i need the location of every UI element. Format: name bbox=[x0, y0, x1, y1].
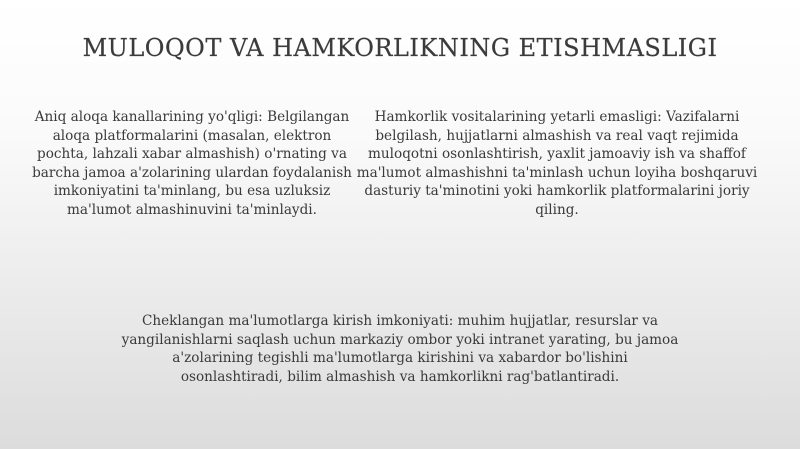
paragraph-clear-communication-channels: Aniq aloqa kanallarining yo'qligi: Belgilangan aloqa platformalarini (masalan, elektron pochta, lahzali xabar almashish) o'rnating va barcha jamoa a'zolarining ulardan foydalanish imkoniyatini ta'minlang, bu esa uzluksiz ma'lumot almashinuvini ta'minlaydi. bbox=[32, 109, 352, 218]
paragraph-limited-information-access: Cheklangan ma'lumotlarga kirish imkoniyati: muhim hujjatlar, resurslar va yangilanishlarni saqlash uchun markaziy ombor yoki intranet yarating, bu jamoa a'zolarining tegishli ma'lumotlarga kirishini va xabardor bo'lishini osonlashtiradi, bilim almashish va hamkorlikni rag'batlantiradi. bbox=[121, 313, 679, 385]
slide-title: MULOQOT VA HAMKORLIKNING ETISHMASLIGI bbox=[82, 34, 718, 62]
paragraph-collaboration-tools: Hamkorlik vositalarining yetarli emasligi: Vazifalarni belgilash, hujjatlarni almashish va real vaqt rejimida muloqotni osonlashtirish, yaxlit jamoaviy ish va shaffof ma'lumot almashishni ta'minlash uchun loyiha boshqaruvi dasturiy ta'minotini yoki hamkorlik platformalarini joriy qiling. bbox=[356, 109, 758, 218]
